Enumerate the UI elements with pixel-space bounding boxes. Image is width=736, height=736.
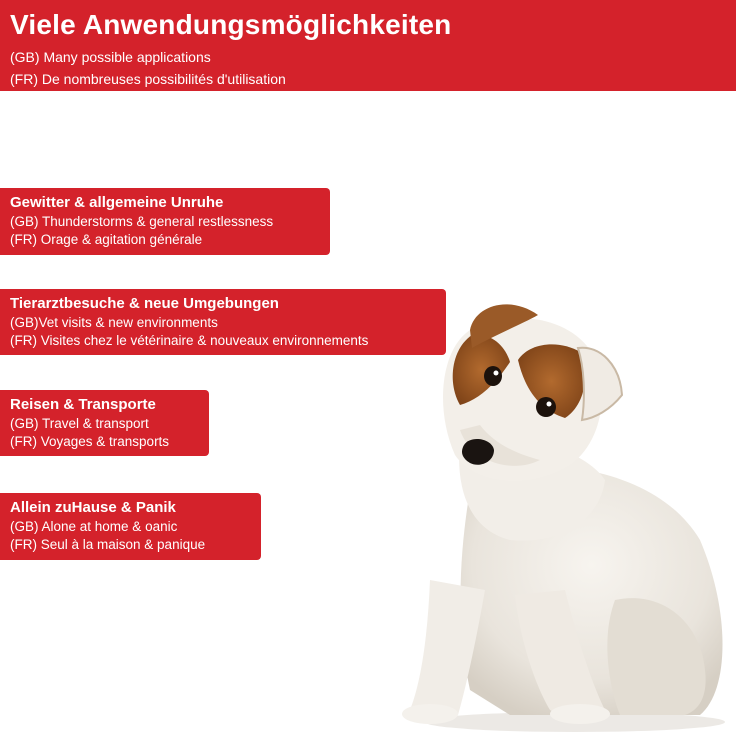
card-french: (FR) Seul à la maison & panique: [10, 537, 206, 552]
dog-eye-left: [484, 366, 502, 386]
application-card-thunderstorms: [0, 188, 330, 255]
card-heading: Reisen & Transporte: [10, 396, 156, 413]
dog-paw-right: [550, 704, 610, 724]
card-english: (GB) Travel & transport: [10, 416, 149, 431]
application-card-alone-at-home: [0, 493, 261, 560]
card-french: (FR) Visites chez le vétérinaire & nouveaux environnements: [10, 333, 369, 348]
dog-ear-right: [578, 348, 622, 420]
application-card-vet-visits: [0, 289, 446, 355]
card-english: (GB) Alone at home & oanic: [10, 519, 178, 534]
card-english: (GB)Vet visits & new environments: [10, 315, 218, 330]
card-heading: Allein zuHause & Panik: [10, 499, 176, 516]
title-french: (FR) De nombreuses possibilités d'utilisation: [10, 71, 286, 87]
page-title: Viele Anwendungsmöglichkeiten: [10, 9, 452, 40]
card-heading: Gewitter & allgemeine Unruhe: [10, 194, 224, 211]
card-french: (FR) Orage & agitation générale: [10, 232, 203, 247]
dog-eye-right: [536, 397, 556, 417]
dog-paw-left: [402, 704, 458, 724]
card-heading: Tierarztbesuche & neue Umgebungen: [10, 295, 279, 312]
card-french: (FR) Voyages & transports: [10, 434, 170, 449]
title-english: (GB) Many possible applications: [10, 49, 211, 65]
header-banner: [0, 0, 736, 91]
application-card-travel: [0, 390, 209, 456]
dog-photo: [400, 290, 736, 736]
card-english: (GB) Thunderstorms & general restlessness: [10, 214, 274, 229]
